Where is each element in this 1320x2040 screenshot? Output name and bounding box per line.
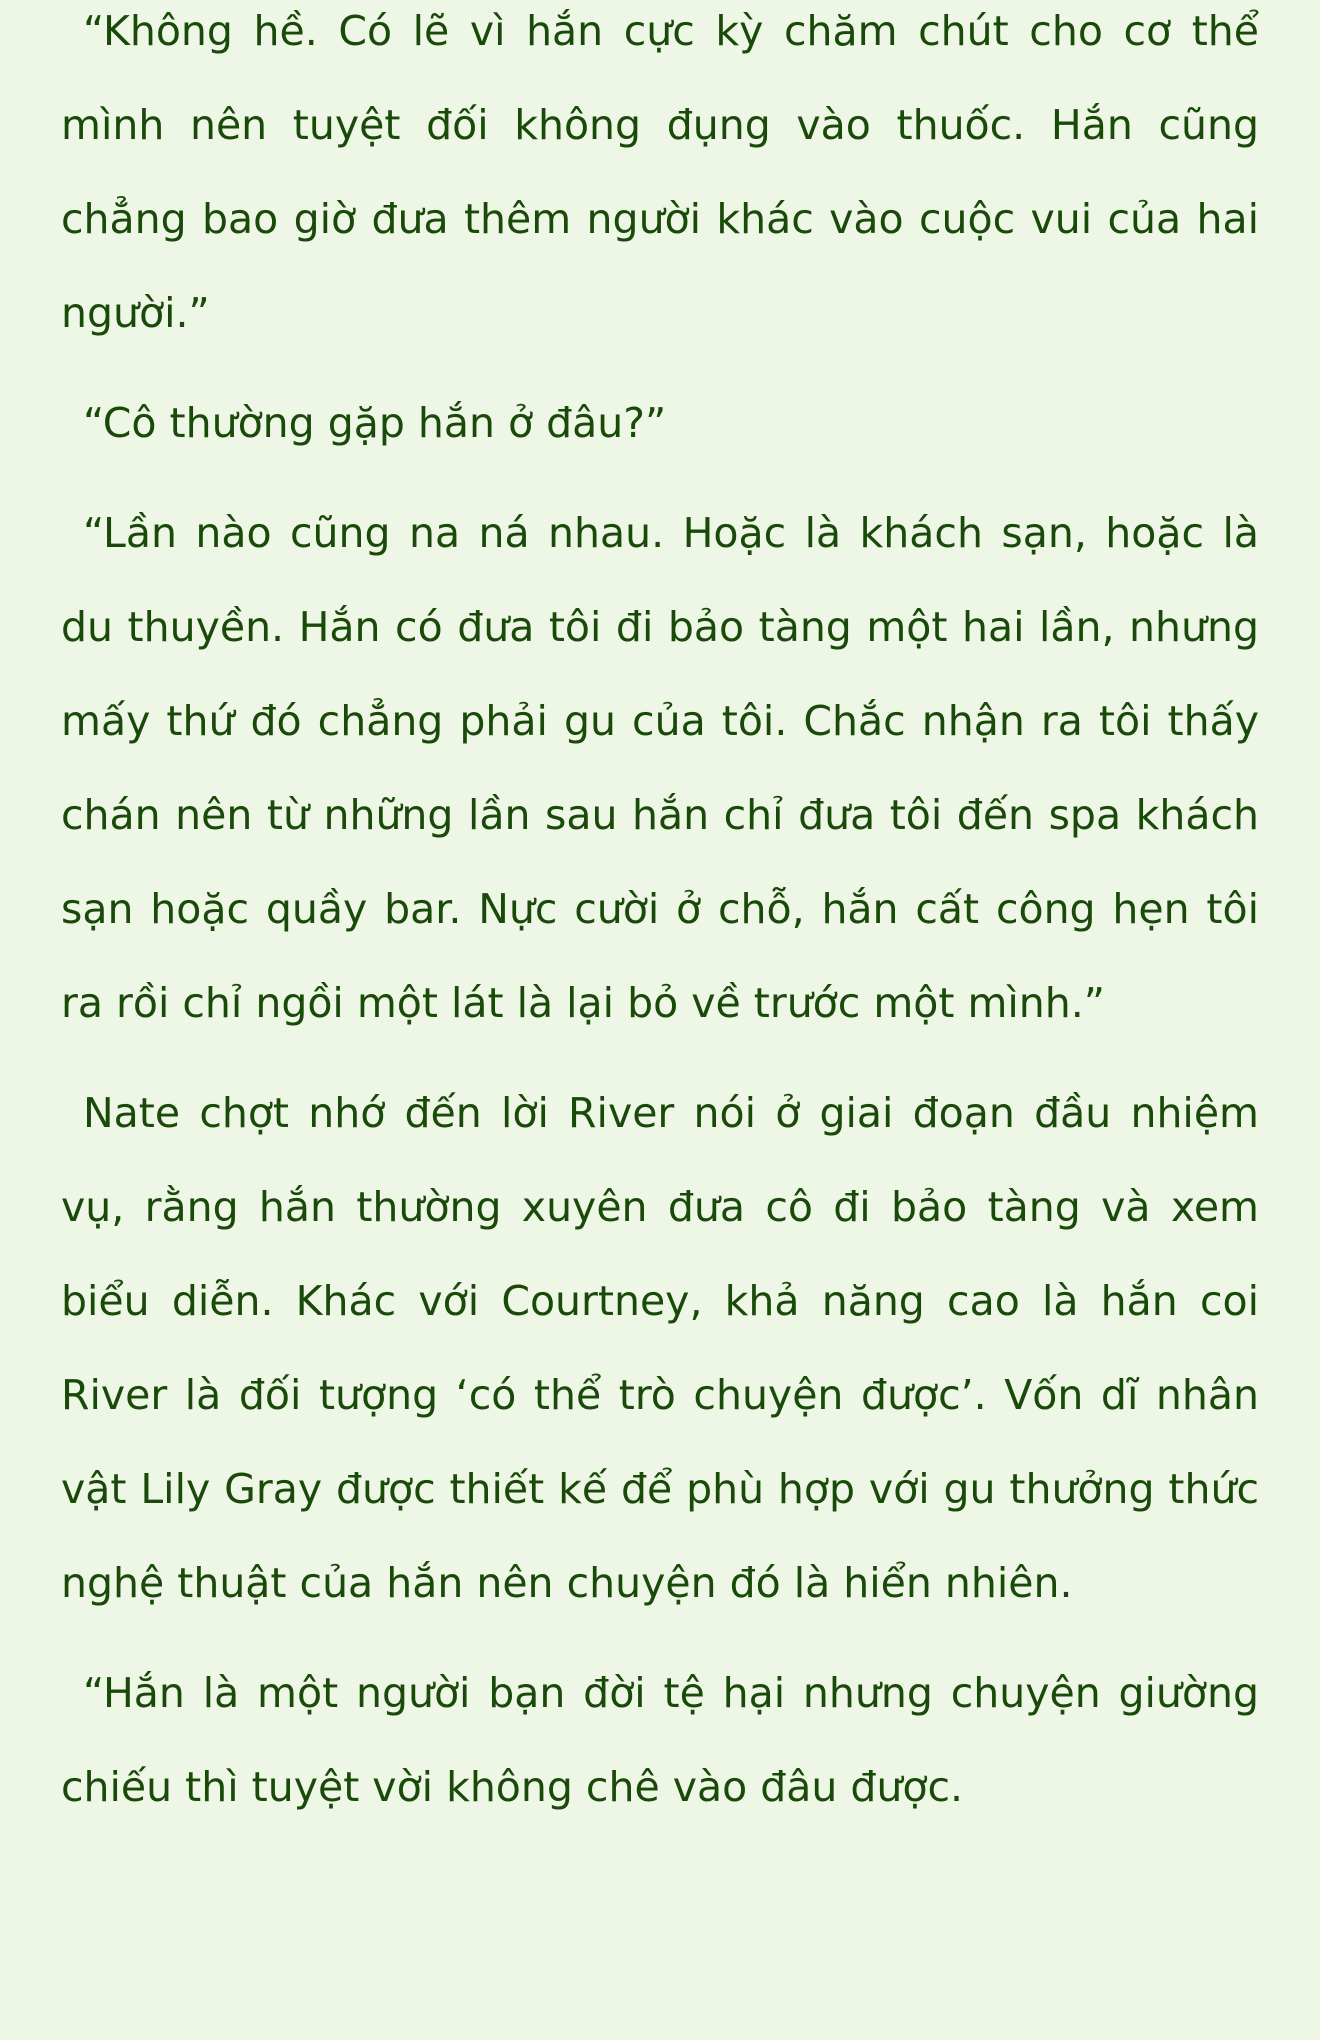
paragraph-1: “Không hề. Có lẽ vì hắn cực kỳ chăm chút cho cơ thể mình nên tuyệt đối không đụng vào thuốc. Hắn cũng chẳng bao giờ đưa thêm người khác vào cuộc vui của hai người.” <box>61 7 1259 337</box>
paragraph-5: “Hắn là một người bạn đời tệ hại nhưng chuyện giường chiếu thì tuyệt vời không chê vào đâu được. <box>61 1669 1259 1811</box>
paragraph-3: “Lần nào cũng na ná nhau. Hoặc là khách sạn, hoặc là du thuyền. Hắn có đưa tôi đi bảo tàng một hai lần, nhưng mấy thứ đó chẳng phải gu của tôi. Chắc nhận ra tôi thấy chán nên từ những lần sau hắn chỉ đưa tôi đến spa khách sạn hoặc quầy bar. Nực cười ở chỗ, hắn cất công hẹn tôi ra rồi chỉ ngồi một lát là lại bỏ về trước một mình.” <box>61 509 1259 1027</box>
paragraph-4: Nate chợt nhớ đến lời River nói ở giai đoạn đầu nhiệm vụ, rằng hắn thường xuyên đưa cô đi bảo tàng và xem biểu diễn. Khác với Courtney, khả năng cao là hắn coi River là đối tượng ‘có thể trò chuyện được’. Vốn dĩ nhân vật Lily Gray được thiết kế để phù hợp với gu thưởng thức nghệ thuật của hắn nên chuyện đó là hiển nhiên. <box>61 1089 1259 1607</box>
paragraph-2: “Cô thường gặp hắn ở đâu?” <box>83 399 667 447</box>
